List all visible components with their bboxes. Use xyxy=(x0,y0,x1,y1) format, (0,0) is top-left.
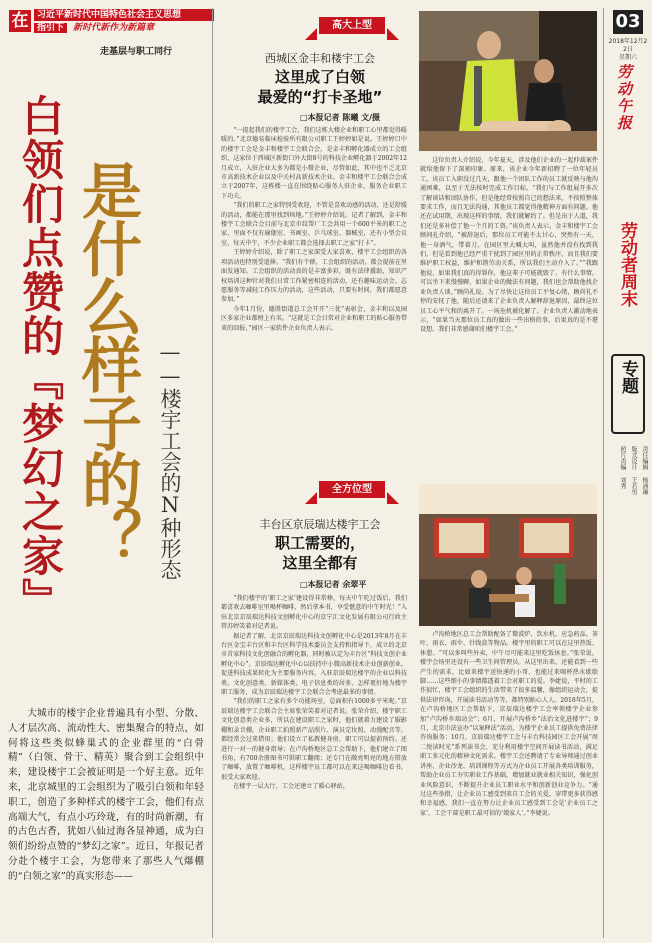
article2-title xyxy=(226,533,414,573)
article1-body-col2 xyxy=(420,156,598,484)
series-title-line2 xyxy=(34,23,154,34)
workers-home-photo xyxy=(419,484,597,626)
paper-logo: 劳动午报 xyxy=(615,64,633,132)
article1-paragraph: 今年1月份，德胜街道总工会开开“三优”表彰会，金丰和以及园区多家企业都榜上有名。“这就是工会日常对企业和职工的贴心服务带来的回报，”园区一家软件企业负责人表示。 xyxy=(221,305,407,332)
article2-kicker: 丰台区京辰瑞达楼宇工会 xyxy=(259,518,381,531)
page-number: 03 xyxy=(613,10,643,34)
tag-decoration xyxy=(305,492,317,504)
article2-body xyxy=(221,594,407,937)
article2-paragraph: 据记者了解，北京京辰瑞达科技文创孵化中心是2013年8月在丰台区金宝丰台区和丰台区科学技术委员会支持和指导下，成立的北京市首家科技文化创融合的孵化器，同时被认定为丰台区“科技文创企业孵化中心”。京辰瑞达孵化中心以扶持中小微高新技术企业创新创业，促进科技成果转化为主要服务内容，入驻京辰瑞达楼宇的企业以科技类、文化创意类、新媒体类、电子信息类的居多，怎样更好地为楼宇职工服务，成为京辰瑞达楼宇工会联合会考虑最多的事情。 xyxy=(221,632,407,697)
tag-decoration xyxy=(387,28,399,40)
article2-title-line2: 这里全都有 xyxy=(282,554,358,572)
article2-paragraph: 卢沟桥地区总工会帮助配备了微波炉、饮水机、应急药品、茶叶、雨衣、雨伞、针线盒等物品。楼宇里的职工可以在这里热饭、休憩。“可以多叫些外卖，中午尽可能来这里吃饭休息。”张荣说，楼宇会场里还设有一些卫生间管理员。从这里出来，还能看到一些产生的需求，比如来楼宇送快递的小哥、也能过来喝杯热水歇歇脚……这些细小的事情都透着工会对职工的爱。李婕说，平时的工作很忙，楼宇工会组织的生活带来了很多温馨，像组织运动会，提供法律咨询，开展读书活动等等，都特别贴心人人。2018年5月，在卢沟桥地区工会帮助下，京辰瑞达楼宇工会率领楼宇企业参加“卢沟桥乡瑞动会”；6月，开展卢沟桥乡“法治文化进楼宇”；9月，北京市法宣办“以案释法”活动，为楼宇企业员工提供免费法律咨询服务；10月，京辰瑞达楼宇工会与丰台科技园区工会开展“周二悦读时光”系列读书会，充分利用楼宇空间开展读书活动，满足职工多元化的精神文化需求。楼宇工会还聘请了专业导师通过创业讲座、企业沙龙、培训课程等方式为企业员工开展各类培训服务，帮助企业员工夯实职业工作基础，增加就业就业相关知识，强化创业风险意识，不断提升企业员工职业水平和创新创业竞争力。“通过这些举措，让企业员工感受到来自工会的关爱，穿带更多获得感和幸福感，我们一直在努力让企业员工感受到工会是‘企业员工之家’，工会干部是职工最可信的‘娘家人’。”李婕说。 xyxy=(420,631,598,817)
tag-decoration xyxy=(305,28,317,40)
editor-credit: 照片责编 刘秀 xyxy=(619,446,626,489)
article1-paragraph: “一提起我们的楼宇工会，我们这栋大楼企业和职工心里都觉得暖暖的。”北京德易临床检验所有限公司职工王婷婷如是说。王婷婷口中的楼宇工会是金丰和楼宇工会联合会，是金丰和孵化器成立的工会组织，这家位于西城区新街口外大街8号的科技企业孵化器于2002年12月成立，入驻企业大多为都是小微企业，尽管如此，其中也不乏北京市高新技术企业以及中关村高新技术企业。金丰和楼宇工会联合会成立于2007年，这栋楼一直在围绕贴心服务人驻企业、服务企业职工下功夫。 xyxy=(221,127,407,200)
article2-photo xyxy=(419,484,597,626)
article2-title-line1: 职工需要的， xyxy=(274,534,365,552)
article1-tag: 高大上型 xyxy=(319,17,385,34)
cpr-training-photo xyxy=(419,11,597,151)
feature-name: 劳动者周末 xyxy=(617,222,637,307)
issue-date xyxy=(608,38,648,62)
article1-paragraph: 王婷婷介绍说，除了职工之家深受大家喜欢，楼宇工会组织的各项活动也特别受追捧。“我们有个群，工会组织的活动，都会提前在里面发通知。工会组织的活动真的是丰富多彩，既有法律援助、知识产权培训这种针对我们日常工作紧密相连的活动，还有趣味运动会、志愿服务等减轻工作压力的活动，这些活动，只要有时间，我们都愿意参加。” xyxy=(221,249,407,304)
article2-tag: 全方位型 xyxy=(319,481,385,498)
side-headline: 白领们点赞的『梦幻之家』 xyxy=(16,94,65,622)
series-title-line1: 习近平新时代中国特色社会主义思想 xyxy=(34,9,214,21)
article2-paragraph: “我们楼宇的‘职工之家’建设得非常棒，每天中午吃过饭后，我们都喜欢去咖啡室里喝杯咖啡，然后拿本书，享受惬意的中午时光！”入驻北京京辰瑞达科技文创孵化中心的京宁汇文化发展有限公司行政主管苏婷笑着对记者说。 xyxy=(221,595,407,631)
editor-credit: 责任编辑 杨洲琳 xyxy=(641,446,648,495)
intro-paragraph: 大城市的楼宇企业普遍具有小型、分散、人才层次高、流动性大、密集聚合的特点，如何将这些类似蜂巢式的企业群里的“白骨精”（白领、骨干、精英）聚合到工会组织中来，建设楼宇工会被证明是一个好主意。近年来，北京城里的工会组织为了吸引白领和年轻职工，创造了多种样式的楼宇工会，他们有点高端大气，有点小巧玲珑，有的时尚新潮，有的古色古香，犹如八仙过海各显神通，成为白领们纷纷点赞的“梦幻之家”。近日，年报记者分赴个楼宇工会，为您带来了那些人气爆棚的“白领之家”的真实形态—— xyxy=(8,708,204,882)
feature-tag: 专题 xyxy=(618,360,638,394)
main-headline: 是什么样子的？ xyxy=(72,160,142,566)
article1-title xyxy=(226,67,414,107)
article1-kicker: 西城区金丰和楼宇工会 xyxy=(265,52,375,65)
article1-body xyxy=(221,126,407,465)
article2-byline: □本报记者 余翠平 xyxy=(300,580,367,589)
article2-body-col2 xyxy=(420,630,598,937)
editor-credits xyxy=(607,446,649,516)
feature-tag-box xyxy=(611,354,645,434)
article2-paragraph: “我们的职工之家有多个功能场室，总面积有1000多平米呢。”京辰瑞达楼宇工会联合会主席张荣笑着对记者说。张荣介绍，楼宇职工文化创意类企业多，所以在建设职工之家时，他们就着力建设了服影棚和录音棚，企业职工拍照新产品照片、演员定妆照、动漫配音等，都经常会过来借用；他们设立了私教健身房，职工可以提前预约。还进行一对一的健身指导；在卢沟桥地区总工会帮助下，他们建立了图书角，有700余册图书可供职工翻阅；还专门在敞亮明亮的地方搭放了咖啡，放置了咖啡机，这样楼宇员工都可以在来这喝咖啡边看书，很受大家欢迎。 xyxy=(221,698,407,781)
article1-title-line2: 最爱的“打卡圣地” xyxy=(257,88,383,106)
article1-photo xyxy=(419,11,597,151)
article1-byline: □本报记者 陈曦 文/摄 xyxy=(300,113,381,122)
editor-credit: 版式设计 王若男 xyxy=(630,446,637,495)
series-slogan: 新时代新作为新篇章 xyxy=(73,23,155,33)
article1-paragraph: “我们的职工之家特别受欢迎，不管是喜欢动感的活动，还是舒缓的活动，都能在那里找到场地。”王婷婷介绍说。记者了解到，金丰和楼宇工会联合会目前与北京市纹帮厂工会共用一个600平米的职工之家，里面不仅有瑜伽室、书画室、乒乓球室、器械室，还有小型会议室，每天中午，不少企业职工都会选择去职工之家“打卡”。 xyxy=(221,202,407,247)
series-prefix: 指引下 xyxy=(34,23,67,33)
article2-paragraph: 在楼宇一层大厅，工会还建立了暖心驿站， xyxy=(233,783,349,791)
column-divider xyxy=(212,8,213,938)
article1-paragraph: 这位负责人介绍说，今年夏天，涉及他们企业的一起仲裁案件就给他留下了深刻印象。原来，该企业今年新招聘了一位年轻员工，该员工入职没过几天，跟他一个团队工作的员工就反映与他沟通困难，以至于无法按时完成工作目标。“我们与工作组展开多次了解谈话和团队协作，但是他经常按照自己的想法来，不按照整体要求工作，而且无法沟通，其他员工都觉得他精神方面有问题。他还在试用期，出现这样的事情，我们就解约了。但是出于人道，我们还是多补偿了他一个月的工资。”该负责人表示。金丰和楼宇工会顾问孔介绍，“被辞退后，那位员工可能不太甘心，突然有一天，他一身酒气，带着刀，在园区里大喊大叫，虽然他并没有找到我们，但是看到他已经严重干扰到了园区里的正常秩序，而且我们要维护职工权益，维护和谐劳动关系，所以我们主动介入了。”“我跟他说，如果我们真的得罪你，他这辈子可能就毁了。有什么事情，可以坐下来慢慢聊，如果企业的做法有问题，我们也会帮助他找企业负责人谈。”顾尚礼说。为了尽快让这位员工平复心绪，顾尚礼不停的安抚了他，随后还请来了企业负责人解释辞退原因，最终这位员工心平气和的离开了。一场危机被化解了。企业负责人激动地表示，“如果当天那位员工真的做出一些出格的事，后果真的是不堪设想。我们非常感谢咱们楼宇工会。” xyxy=(420,157,598,334)
issue-weekday: 星期六 xyxy=(618,54,637,61)
series-badge: 在 xyxy=(9,10,31,32)
issue-date-value: 2018年12月22日 xyxy=(608,38,648,53)
article1-title-line1: 这里成了白领 xyxy=(274,68,365,86)
headline-subtitle: ——楼宇工会的N种形态 xyxy=(158,340,182,580)
column-divider xyxy=(603,8,604,938)
section-label: 走基层与职工同行 xyxy=(100,47,173,57)
tag-decoration xyxy=(387,492,399,504)
